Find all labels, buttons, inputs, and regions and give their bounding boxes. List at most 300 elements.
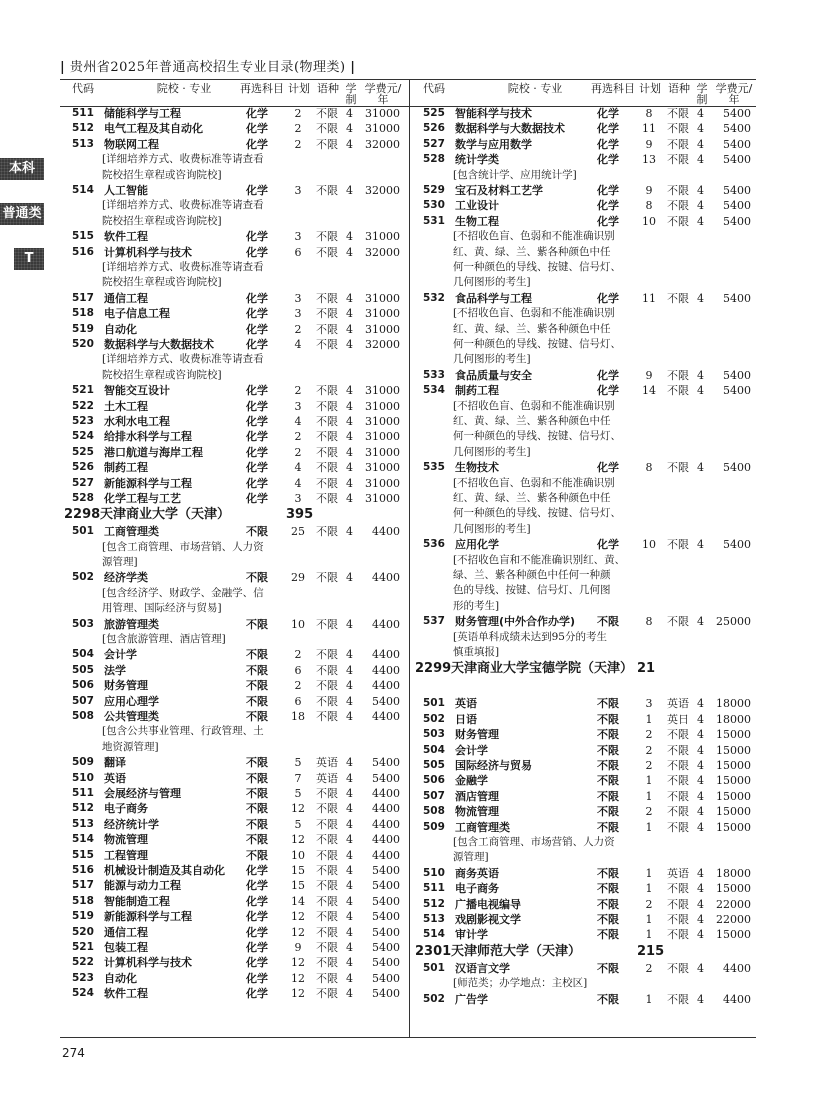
major-row xyxy=(64,909,408,924)
duration-years: 4 xyxy=(346,848,353,862)
major-name: 人工智能 xyxy=(104,183,148,197)
duration-years: 4 xyxy=(346,879,353,893)
plan-count: 10 xyxy=(291,617,305,631)
major-row xyxy=(64,491,408,506)
col-header-plan: 计划 xyxy=(639,82,661,95)
major-row xyxy=(64,678,408,693)
major-row xyxy=(64,245,408,260)
required-subject: 化学 xyxy=(597,153,619,167)
major-row xyxy=(64,647,408,662)
tuition-fee: 4400 xyxy=(372,848,400,862)
plan-count: 12 xyxy=(291,910,305,924)
tuition-fee: 32000 xyxy=(365,183,400,197)
duration-years: 4 xyxy=(346,445,353,459)
major-code: 517 xyxy=(72,879,94,892)
major-name: 广播电视编导 xyxy=(455,897,521,911)
required-subject: 不限 xyxy=(597,615,619,629)
required-subject: 化学 xyxy=(246,445,268,459)
duration-years: 4 xyxy=(346,971,353,985)
language: 不限 xyxy=(667,137,689,151)
major-code: 529 xyxy=(423,183,445,196)
major-note xyxy=(415,976,643,991)
plan-count: 29 xyxy=(291,571,305,585)
required-subject: 不限 xyxy=(246,802,268,816)
major-name: 英语 xyxy=(455,697,477,711)
school-name: 天津师范大学（天津） xyxy=(451,943,582,959)
plan-count: 1 xyxy=(645,789,653,803)
duration-years: 4 xyxy=(697,183,704,197)
major-code: 507 xyxy=(72,694,94,707)
required-subject: 化学 xyxy=(246,245,268,259)
school-heading xyxy=(415,660,759,696)
note-line: [包含统计学、应用统计学] xyxy=(453,168,577,181)
required-subject: 不限 xyxy=(246,756,268,770)
duration-years: 4 xyxy=(697,882,704,896)
major-code: 537 xyxy=(423,615,445,628)
tuition-fee: 4400 xyxy=(372,833,400,847)
required-subject: 不限 xyxy=(597,712,619,726)
major-name: 商务英语 xyxy=(455,866,499,880)
major-name: 物流管理 xyxy=(104,833,148,847)
tuition-fee: 4400 xyxy=(372,648,400,662)
major-row xyxy=(64,337,408,352)
plan-count: 1 xyxy=(645,882,653,896)
language: 不限 xyxy=(316,491,338,505)
duration-years: 4 xyxy=(346,648,353,662)
language: 不限 xyxy=(667,384,689,398)
tuition-fee: 31000 xyxy=(365,122,400,136)
language: 英语 xyxy=(316,756,338,770)
major-name: 财务管理 xyxy=(455,728,499,742)
duration-years: 4 xyxy=(697,615,704,629)
tuition-fee: 4400 xyxy=(372,802,400,816)
plan-count: 13 xyxy=(642,153,656,167)
major-code: 509 xyxy=(423,820,445,833)
language: 不限 xyxy=(667,183,689,197)
major-name: 物流管理 xyxy=(455,805,499,819)
major-code: 510 xyxy=(72,771,94,784)
required-subject: 不限 xyxy=(246,648,268,662)
major-row xyxy=(415,152,759,167)
required-subject: 化学 xyxy=(246,137,268,151)
required-subject: 不限 xyxy=(246,848,268,862)
major-row xyxy=(415,961,759,976)
school-name: 天津商业大学宝德学院（天津） xyxy=(451,661,634,677)
tuition-fee: 5400 xyxy=(723,214,751,228)
major-code: 501 xyxy=(423,697,445,710)
major-row xyxy=(415,137,759,152)
language: 不限 xyxy=(316,337,338,351)
major-row xyxy=(64,106,408,121)
tuition-fee: 31000 xyxy=(365,230,400,244)
duration-years: 4 xyxy=(697,961,704,975)
major-name: 计算机科学与技术 xyxy=(104,245,192,259)
required-subject: 化学 xyxy=(246,956,268,970)
duration-years: 4 xyxy=(346,617,353,631)
tuition-fee: 4400 xyxy=(372,571,400,585)
duration-years: 4 xyxy=(346,107,353,120)
plan-count: 3 xyxy=(294,491,302,505)
plan-count: 14 xyxy=(291,894,305,908)
major-row xyxy=(64,925,408,940)
tuition-fee: 5400 xyxy=(723,107,751,120)
tuition-fee: 31000 xyxy=(365,445,400,459)
plan-count: 7 xyxy=(294,771,302,785)
language: 不限 xyxy=(316,571,338,585)
school-code: 2299 xyxy=(415,661,452,677)
required-subject: 化学 xyxy=(597,107,619,120)
major-note xyxy=(415,630,643,661)
plan-count: 12 xyxy=(291,956,305,970)
note-line: [师范类；办学地点：主校区] xyxy=(453,977,588,990)
duration-years: 4 xyxy=(346,710,353,724)
duration-years: 4 xyxy=(697,461,704,475)
note-line: [包含工商管理、市场营销、人力资 xyxy=(453,835,615,848)
tuition-fee: 31000 xyxy=(365,107,400,120)
tuition-fee: 4400 xyxy=(372,617,400,631)
tuition-fee: 18000 xyxy=(716,866,751,880)
required-subject: 化学 xyxy=(246,399,268,413)
tuition-fee: 31000 xyxy=(365,384,400,398)
major-code: 520 xyxy=(72,337,94,350)
major-row xyxy=(415,106,759,121)
required-subject: 不限 xyxy=(597,820,619,834)
language: 不限 xyxy=(316,183,338,197)
required-subject: 化学 xyxy=(246,122,268,136)
major-name: 软件工程 xyxy=(104,987,148,1001)
plan-count: 2 xyxy=(294,648,302,662)
note-line: 红、黄、绿、兰、紫各种颜色中任 xyxy=(453,245,611,258)
major-row xyxy=(415,992,759,1007)
tuition-fee: 5400 xyxy=(723,291,751,305)
tuition-fee: 4400 xyxy=(723,961,751,975)
language: 不限 xyxy=(667,153,689,167)
school-heading xyxy=(64,506,408,524)
language: 不限 xyxy=(667,928,689,942)
duration-years: 4 xyxy=(697,928,704,942)
major-note xyxy=(415,553,643,615)
tuition-fee: 31000 xyxy=(365,291,400,305)
major-name: 计算机科学与技术 xyxy=(104,956,192,970)
side-tab-general: 普通类 xyxy=(0,203,44,225)
required-subject: 不限 xyxy=(246,617,268,631)
plan-count: 4 xyxy=(294,461,302,475)
major-row xyxy=(64,476,408,491)
col-header-fee: 学费元/年 xyxy=(364,82,402,106)
plan-count: 2 xyxy=(294,445,302,459)
major-name: 宝石及材料工艺学 xyxy=(455,183,543,197)
major-row xyxy=(415,712,759,727)
tuition-fee: 5400 xyxy=(372,894,400,908)
required-subject: 不限 xyxy=(246,694,268,708)
tuition-fee: 5400 xyxy=(372,956,400,970)
tuition-fee: 5400 xyxy=(372,987,400,1001)
major-name: 旅游管理类 xyxy=(104,617,159,631)
tuition-fee: 15000 xyxy=(716,789,751,803)
major-name: 制药工程 xyxy=(455,384,499,398)
language: 不限 xyxy=(316,291,338,305)
plan-count: 2 xyxy=(294,430,302,444)
required-subject: 化学 xyxy=(246,987,268,1001)
col-header-school-major: 院校 · 专业 xyxy=(507,82,563,95)
plan-count: 1 xyxy=(645,774,653,788)
note-line: [英语单科成绩未达到95分的考生 xyxy=(453,630,607,643)
required-subject: 化学 xyxy=(597,122,619,136)
language: 不限 xyxy=(667,107,689,120)
required-subject: 化学 xyxy=(597,183,619,197)
plan-count: 9 xyxy=(294,940,302,954)
major-name: 广告学 xyxy=(455,992,488,1006)
major-code: 517 xyxy=(72,291,94,304)
duration-years: 4 xyxy=(697,912,704,926)
note-line: [详细培养方式、收费标准等请查看 xyxy=(102,153,264,166)
note-line: 何一种颜色的导线、按键、信号灯、 xyxy=(453,337,621,350)
major-code: 530 xyxy=(423,199,445,212)
language: 不限 xyxy=(316,384,338,398)
major-row xyxy=(64,570,408,585)
major-code: 522 xyxy=(72,399,94,412)
major-code: 502 xyxy=(423,992,445,1005)
major-row xyxy=(64,694,408,709)
language: 不限 xyxy=(316,445,338,459)
language: 不限 xyxy=(316,525,338,539)
major-name: 制药工程 xyxy=(104,461,148,475)
plan-count: 11 xyxy=(642,291,656,305)
duration-years: 4 xyxy=(697,697,704,711)
major-name: 新能源科学与工程 xyxy=(104,910,192,924)
required-subject: 不限 xyxy=(597,882,619,896)
major-code: 503 xyxy=(72,617,94,630)
major-row xyxy=(415,804,759,819)
language: 不限 xyxy=(667,199,689,213)
major-row xyxy=(64,832,408,847)
major-row xyxy=(64,460,408,475)
tuition-fee: 4400 xyxy=(372,710,400,724)
col-header-years: 学制 xyxy=(345,82,357,106)
major-name: 国际经济与贸易 xyxy=(455,758,532,772)
major-code: 505 xyxy=(72,663,94,676)
tuition-fee: 15000 xyxy=(716,805,751,819)
major-code: 511 xyxy=(72,787,94,800)
tuition-fee: 5400 xyxy=(372,910,400,924)
tuition-fee: 32000 xyxy=(365,245,400,259)
major-row xyxy=(415,368,759,383)
major-row xyxy=(64,801,408,816)
language: 不限 xyxy=(667,122,689,136)
plan-count: 25 xyxy=(291,525,305,539)
major-name: 水利水电工程 xyxy=(104,414,170,428)
major-row xyxy=(64,940,408,955)
required-subject: 不限 xyxy=(246,679,268,693)
language: 不限 xyxy=(667,291,689,305)
required-subject: 不限 xyxy=(597,992,619,1006)
language: 不限 xyxy=(316,648,338,662)
plan-count: 3 xyxy=(294,183,302,197)
tuition-fee: 22000 xyxy=(716,912,751,926)
plan-count: 9 xyxy=(645,137,653,151)
tuition-fee: 18000 xyxy=(716,712,751,726)
duration-years: 4 xyxy=(697,214,704,228)
note-line: 院校招生章程或咨询院校] xyxy=(102,214,222,227)
major-name: 化学工程与工艺 xyxy=(104,491,181,505)
required-subject: 化学 xyxy=(597,538,619,552)
plan-count: 5 xyxy=(294,817,302,831)
language: 不限 xyxy=(316,987,338,1001)
major-row xyxy=(64,429,408,444)
major-row xyxy=(415,460,759,475)
plan-count: 4 xyxy=(294,414,302,428)
major-code: 523 xyxy=(72,971,94,984)
major-code: 533 xyxy=(423,368,445,381)
tuition-fee: 22000 xyxy=(716,897,751,911)
major-note xyxy=(64,724,292,755)
plan-count: 9 xyxy=(645,183,653,197)
note-line: 何一种颜色的导线、按键、信号灯、 xyxy=(453,260,621,273)
major-row xyxy=(64,771,408,786)
major-row xyxy=(64,183,408,198)
required-subject: 化学 xyxy=(246,384,268,398)
major-code: 523 xyxy=(72,414,94,427)
major-code: 508 xyxy=(423,805,445,818)
tuition-fee: 5400 xyxy=(723,183,751,197)
major-row xyxy=(64,322,408,337)
duration-years: 4 xyxy=(346,987,353,1001)
major-code: 536 xyxy=(423,538,445,551)
major-code: 502 xyxy=(72,571,94,584)
duration-years: 4 xyxy=(346,137,353,151)
major-row xyxy=(415,897,759,912)
language: 不限 xyxy=(316,925,338,939)
duration-years: 4 xyxy=(346,679,353,693)
major-code: 514 xyxy=(423,928,445,941)
required-subject: 化学 xyxy=(246,863,268,877)
plan-count: 8 xyxy=(645,107,653,120)
plan-count: 1 xyxy=(645,928,653,942)
language: 不限 xyxy=(316,679,338,693)
language: 不限 xyxy=(316,833,338,847)
major-row xyxy=(64,894,408,909)
required-subject: 不限 xyxy=(246,525,268,539)
language: 不限 xyxy=(667,789,689,803)
required-subject: 化学 xyxy=(246,430,268,444)
plan-count: 15 xyxy=(291,863,305,877)
required-subject: 不限 xyxy=(597,789,619,803)
required-subject: 不限 xyxy=(597,961,619,975)
plan-count: 10 xyxy=(642,214,656,228)
major-code: 535 xyxy=(423,461,445,474)
tuition-fee: 4400 xyxy=(372,525,400,539)
tuition-fee: 5400 xyxy=(372,771,400,785)
duration-years: 4 xyxy=(346,337,353,351)
duration-years: 4 xyxy=(346,384,353,398)
language: 不限 xyxy=(667,743,689,757)
major-name: 智能制造工程 xyxy=(104,894,170,908)
duration-years: 4 xyxy=(346,817,353,831)
major-name: 生物工程 xyxy=(455,214,499,228)
major-code: 524 xyxy=(72,430,94,443)
plan-count: 3 xyxy=(294,307,302,321)
left-rows xyxy=(64,106,408,1002)
required-subject: 不限 xyxy=(597,774,619,788)
required-subject: 不限 xyxy=(597,728,619,742)
major-name: 戏剧影视文学 xyxy=(455,912,521,926)
language: 不限 xyxy=(667,728,689,742)
duration-years: 4 xyxy=(346,863,353,877)
major-name: 统计学类 xyxy=(455,153,499,167)
duration-years: 4 xyxy=(346,910,353,924)
major-code: 505 xyxy=(423,758,445,771)
major-code: 521 xyxy=(72,940,94,953)
major-row xyxy=(64,863,408,878)
col-header-plan: 计划 xyxy=(288,82,310,95)
plan-count: 8 xyxy=(645,199,653,213)
major-name: 智能交互设计 xyxy=(104,384,170,398)
tuition-fee: 5400 xyxy=(372,694,400,708)
duration-years: 4 xyxy=(346,787,353,801)
major-code: 514 xyxy=(72,833,94,846)
school-heading xyxy=(415,943,759,961)
language: 不限 xyxy=(667,461,689,475)
major-code: 511 xyxy=(72,107,94,119)
language: 不限 xyxy=(316,971,338,985)
major-code: 513 xyxy=(72,817,94,830)
col-header-years: 学制 xyxy=(696,82,708,106)
tuition-fee: 4400 xyxy=(372,817,400,831)
required-subject: 不限 xyxy=(597,912,619,926)
required-subject: 化学 xyxy=(597,384,619,398)
tuition-fee: 5400 xyxy=(723,368,751,382)
language: 不限 xyxy=(316,817,338,831)
duration-years: 4 xyxy=(697,789,704,803)
col-header-language: 语种 xyxy=(668,82,690,95)
major-code: 513 xyxy=(72,137,94,150)
plan-count: 18 xyxy=(291,710,305,724)
language: 不限 xyxy=(316,787,338,801)
duration-years: 4 xyxy=(697,291,704,305)
tuition-fee: 32000 xyxy=(365,337,400,351)
major-code: 525 xyxy=(72,445,94,458)
plan-count: 2 xyxy=(645,758,653,772)
major-name: 公共管理类 xyxy=(104,710,159,724)
major-code: 532 xyxy=(423,291,445,304)
required-subject: 化学 xyxy=(246,183,268,197)
required-subject: 化学 xyxy=(246,291,268,305)
major-row xyxy=(415,758,759,773)
major-name: 包装工程 xyxy=(104,940,148,954)
duration-years: 4 xyxy=(346,940,353,954)
duration-years: 4 xyxy=(697,137,704,151)
duration-years: 4 xyxy=(346,461,353,475)
duration-years: 4 xyxy=(697,538,704,552)
required-subject: 化学 xyxy=(597,199,619,213)
plan-count: 12 xyxy=(291,925,305,939)
language: 不限 xyxy=(667,214,689,228)
tuition-fee: 5400 xyxy=(372,879,400,893)
major-row xyxy=(64,383,408,398)
major-row xyxy=(415,881,759,896)
major-name: 港口航道与海岸工程 xyxy=(104,445,203,459)
major-note xyxy=(415,168,643,183)
note-line: 源管理] xyxy=(102,556,138,569)
major-row xyxy=(64,291,408,306)
major-name: 物联网工程 xyxy=(104,137,159,151)
school-code: 2298 xyxy=(64,507,101,523)
language: 不限 xyxy=(316,694,338,708)
plan-count: 3 xyxy=(645,697,653,711)
required-subject: 不限 xyxy=(246,817,268,831)
plan-count: 9 xyxy=(645,368,653,382)
major-name: 汉语言文学 xyxy=(455,961,510,975)
